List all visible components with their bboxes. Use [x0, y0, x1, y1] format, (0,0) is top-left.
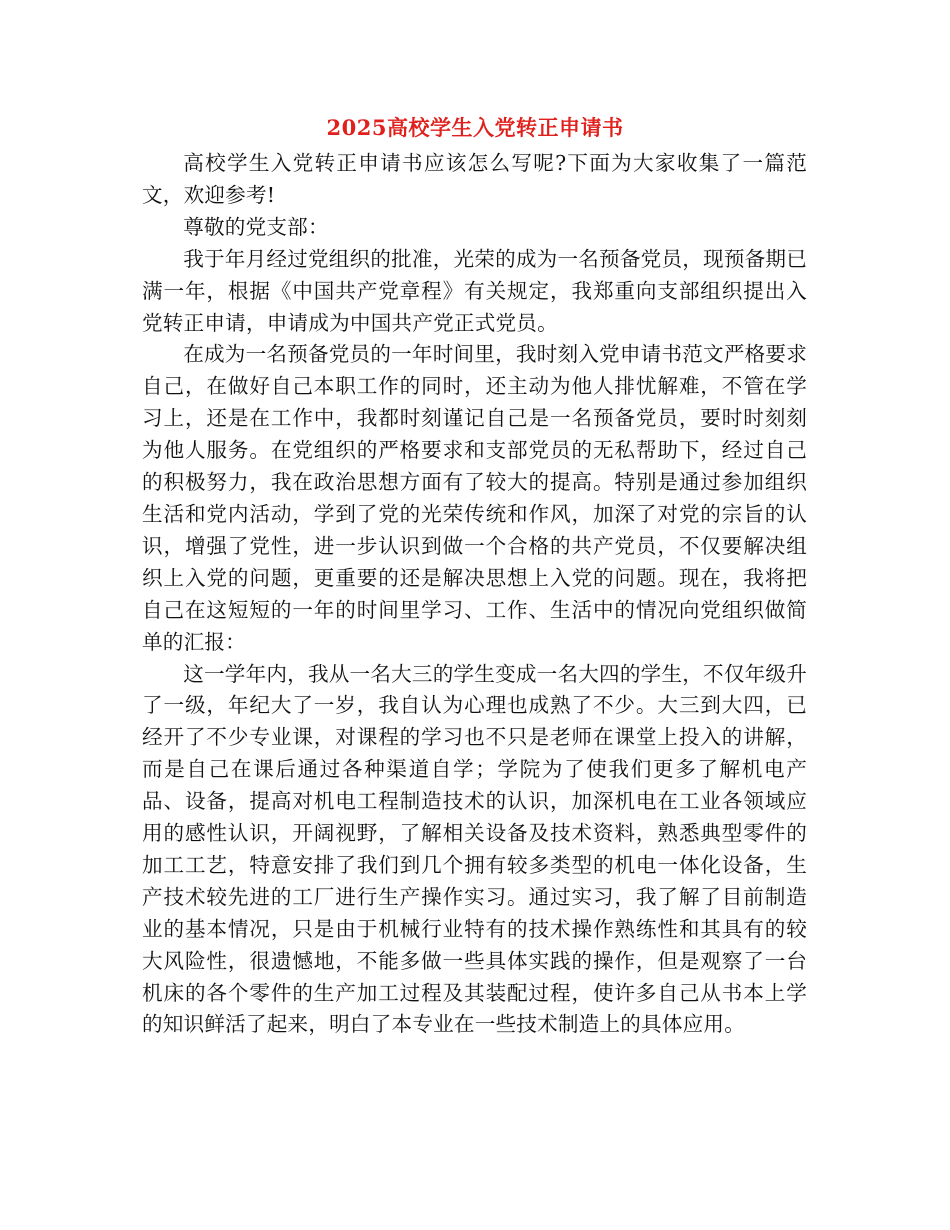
salutation: 尊敬的党支部：: [183, 214, 329, 239]
self-review-paragraph: 在成为一名预备党员的一年时间里，我时刻入党申请书范文严格要求自己，在做好自己本职工作的同时，还主动为他人排忧解难，不管在学习上，还是在工作中，我都时刻谨记自己是一名预备党员，要时时刻刻为他人服务。在党组织的严格要求和支部党员的无私帮助下，经过自己的积极努力，我在政治思想方面有了较大的提高。特别是通过参加组织生活和党内活动，学到了党的光荣传统和作风，加深了对党的宗旨的认识，增强了党性，进一步认识到做一个合格的共产党员，不仅要解决组织上入党的问题，更重要的还是解决思想上入党的问题。现在，我将把自己在这短短的一年的时间里学习、工作、生活中的情况向党组织做简单的汇报：: [142, 342, 807, 654]
study-report-paragraph: 这一学年内，我从一名大三的学生变成一名大四的学生，不仅年级升了一级，年纪大了一岁，我自认为心理也成熟了不少。大三到大四，已经开了不少专业课，对课程的学习也不只是老师在课堂上投入的讲解，而是自己在课后通过各种渠道自学；学院为了使我们更多了解机电产品、设备，提高对机电工程制造技术的认识，加深机电在工业各领域应用的感性认识，开阔视野，了解相关设备及技术资料，熟悉典型零件的加工工艺，特意安排了我们到几个拥有较多类型的机电一体化设备，生产技术较先进的工厂进行生产操作实习。通过实习，我了解了目前制造业的基本情况，只是由于机械行业特有的技术操作熟练性和其具有的较大风险性，很遗憾地，不能多做一些具体实践的操作，但是观察了一台机床的各个零件的生产加工过程及其装配过程，使许多自己从书本上学的知识鲜活了起来，明白了本专业在一些技术制造上的具体应用。: [142, 661, 807, 1037]
document-title: 2025高校学生入党转正申请书: [326, 115, 624, 140]
intro-paragraph: 高校学生入党转正申请书应该怎么写呢?下面为大家收集了一篇范文，欢迎参考!: [142, 151, 807, 207]
document-body: [142, 148, 807, 1041]
application-paragraph: 我于年月经过党组织的批准，光荣的成为一名预备党员，现预备期已满一年，根据《中国共产党章程》有关规定，我郑重向支部组织提出入党转正申请，申请成为中国共产党正式党员。: [142, 246, 807, 335]
